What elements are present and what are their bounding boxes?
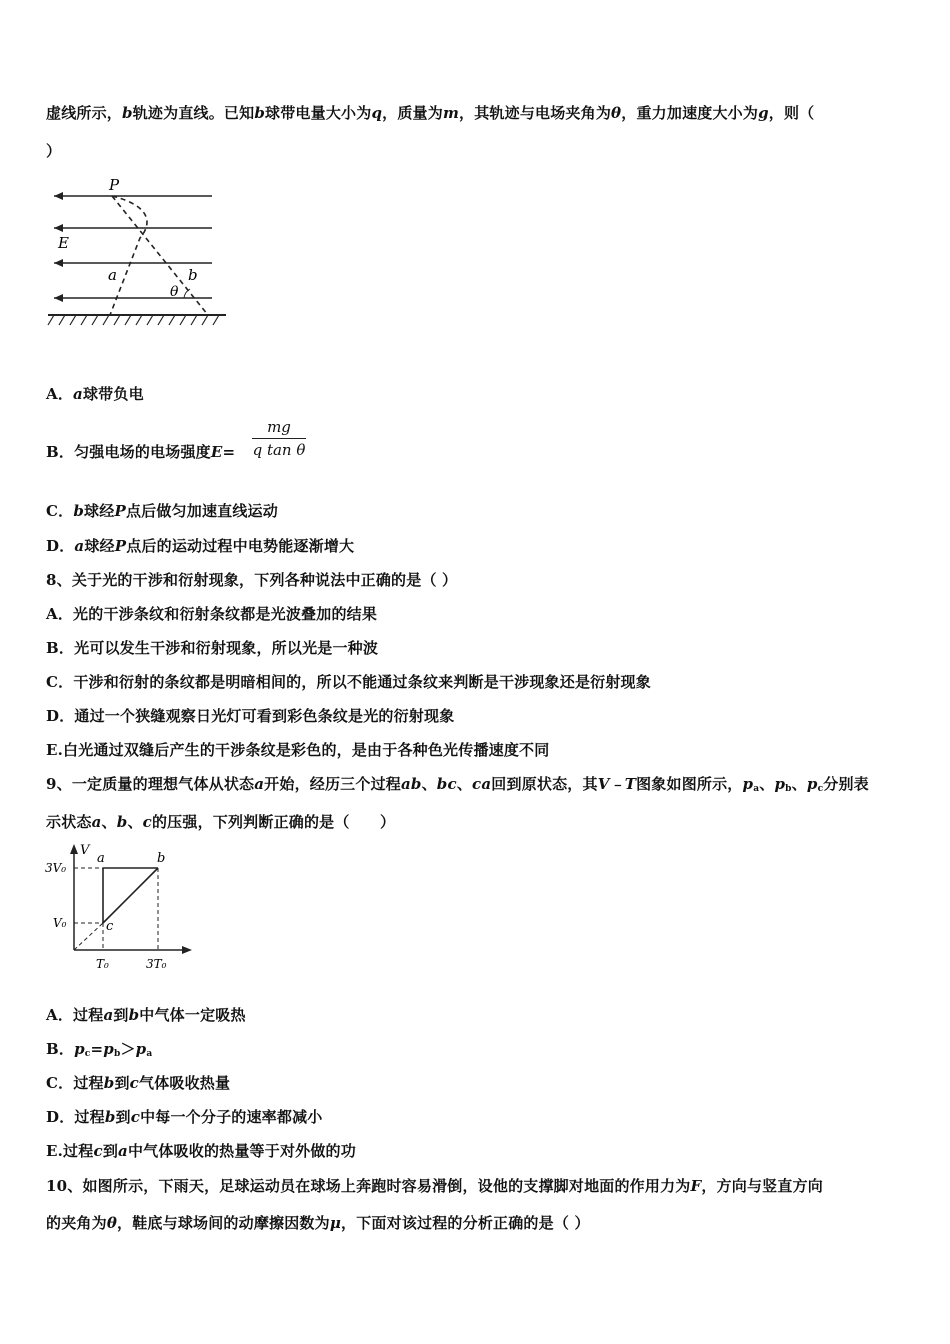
var: ca	[472, 775, 492, 793]
var-b: b	[254, 104, 266, 122]
fraction-numerator: mg	[267, 418, 291, 436]
q7-option-c	[46, 500, 278, 521]
text-seg: 回到原状态，其	[491, 775, 598, 793]
q7-option-b	[46, 441, 235, 462]
text-seg: E.过程	[46, 1142, 94, 1160]
var: bc	[436, 775, 457, 793]
q9-option-d	[46, 1106, 322, 1127]
tick-3T0: 3T₀	[146, 957, 167, 971]
q9-option-b	[46, 1038, 152, 1059]
q8-option-b: B．光可以发生干涉和衍射现象，所以光是一种波	[46, 639, 379, 657]
var: p	[806, 775, 818, 793]
q9-stem-line1	[46, 773, 869, 794]
point-a: a	[97, 851, 105, 866]
axis-V: V	[80, 843, 90, 858]
text-seg: 、	[759, 775, 775, 793]
text-seg: 虚线所示，	[46, 104, 123, 122]
text-seg: 开始，经历三个过程	[264, 775, 401, 793]
text-seg: A．过程	[46, 1006, 104, 1024]
text-seg: 的夹角为	[46, 1214, 107, 1232]
text-seg: 、	[456, 775, 473, 793]
var: b	[116, 813, 128, 831]
q9-option-e	[46, 1140, 356, 1161]
subscript: c	[817, 784, 824, 794]
q9-stem-line2	[46, 811, 395, 832]
var: b	[128, 1006, 140, 1024]
var: c	[130, 1108, 141, 1126]
text-seg: B．	[46, 1040, 75, 1058]
text-seg: 到	[102, 1142, 119, 1160]
text-seg: D．	[46, 537, 75, 555]
var-F: F	[690, 1177, 702, 1195]
text-seg: 、	[127, 813, 143, 831]
text-seg: 到	[114, 1074, 130, 1092]
subscript: b	[113, 1049, 121, 1059]
var: b	[73, 502, 85, 520]
text-seg: 、	[421, 775, 437, 793]
point-c: c	[106, 919, 114, 934]
var-theta: θ	[611, 104, 622, 122]
var: p	[103, 1040, 114, 1058]
text-seg: 分别表	[823, 775, 869, 793]
text-seg: ，则（	[768, 104, 815, 122]
text-seg: 球带负电	[82, 385, 144, 403]
var-g: g	[758, 104, 769, 122]
text-seg: 10、如图所示，下雨天，足球运动员在球场上奔跑时容易滑倒，设他的支撑脚对地面的作用力为	[46, 1177, 691, 1195]
var-theta: θ	[106, 1214, 118, 1232]
var-b: b	[122, 104, 133, 122]
text-seg: 中气体一定吸热	[139, 1006, 246, 1024]
text-seg: 中气体吸收的热量等于对外做的功	[127, 1142, 356, 1160]
q7-stem-line2: ）	[46, 142, 62, 160]
q10-stem-line1	[46, 1175, 823, 1196]
var: p	[74, 1040, 85, 1058]
q8-stem: 8、关于光的干涉和衍射现象，下列各种说法中正确的是（ ）	[46, 571, 458, 589]
var: a	[118, 1142, 128, 1160]
fraction-bar	[252, 438, 306, 439]
text-seg: 轨迹为直线。已知	[132, 104, 255, 122]
text-seg: C．过程	[46, 1074, 104, 1092]
text-seg: ，下面对该过程的分析正确的是（ ）	[341, 1214, 590, 1232]
q10-stem-line2	[46, 1212, 590, 1233]
q8-option-a: A．光的干涉条纹和衍射条纹都是光波叠加的结果	[46, 605, 378, 623]
label-P: P	[109, 176, 120, 194]
subscript: a	[753, 784, 760, 794]
q7-figure	[40, 172, 240, 332]
tick-V0: V₀	[53, 916, 67, 930]
text-seg: 的压强，下列判断正确的是（ ）	[151, 813, 396, 831]
var: b	[104, 1108, 116, 1126]
text-seg: =	[90, 1040, 104, 1058]
var: V﹣T	[597, 775, 637, 793]
text-seg: 点后做匀加速直线运动	[125, 502, 278, 520]
q9-option-a	[46, 1004, 246, 1025]
var: p	[774, 775, 786, 793]
var: P	[114, 502, 126, 520]
q7-option-a	[46, 383, 144, 404]
text-seg: A．	[46, 385, 74, 403]
text-seg: ，重力加速度大小为	[621, 104, 759, 122]
tick-T0: T₀	[96, 957, 109, 971]
text-seg: 球经	[84, 537, 115, 555]
label-a: a	[108, 266, 117, 284]
var: a	[91, 813, 102, 831]
q8-option-c: C．干涉和衍射的条纹都是明暗相间的，所以不能通过条纹来判断是干涉现象还是衍射现象	[46, 673, 651, 691]
var-q: q	[371, 104, 383, 122]
subscript: b	[785, 784, 792, 794]
text-seg: 气体吸收热量	[139, 1074, 231, 1092]
var: c	[142, 813, 152, 831]
label-E: E	[58, 234, 69, 252]
text-seg: 到	[113, 1006, 129, 1024]
q9-option-c	[46, 1072, 230, 1093]
q8-option-e: E.白光通过双缝后产生的干涉条纹是彩色的，是由于各种色光传播速度不同	[46, 741, 550, 759]
text-seg: 中每一个分子的速率都减小	[140, 1108, 323, 1126]
text-seg: ＞	[120, 1040, 136, 1058]
var: a	[74, 537, 85, 555]
var: ab	[400, 775, 422, 793]
var: p	[742, 775, 754, 793]
text-seg: ，方向与竖直方向	[701, 1177, 823, 1195]
text-seg: C．	[46, 502, 74, 520]
text-seg: ，其轨迹与电场夹角为	[459, 104, 612, 122]
subscript: c	[84, 1049, 91, 1059]
q9-figure	[40, 838, 200, 978]
q7-option-d	[46, 535, 354, 556]
label-b: b	[188, 266, 198, 284]
q8-option-d: D．通过一个狭缝观察日光灯可看到彩色条纹是光的衍射现象	[46, 707, 455, 725]
text-seg: 图象如图所示，	[636, 775, 743, 793]
q7-stem-line1	[46, 102, 814, 123]
text-seg: B．匀强电场的电场强度	[46, 443, 211, 461]
fraction-denominator: q tan θ	[252, 441, 306, 459]
text-seg: D．过程	[46, 1108, 105, 1126]
text-seg: 球带电量大小为	[265, 104, 372, 122]
tick-3V0: 3V₀	[45, 861, 67, 875]
q7-option-b-fraction	[252, 418, 306, 459]
point-b: b	[157, 851, 166, 866]
var-mu: μ	[329, 1214, 342, 1232]
text-seg: 、	[791, 775, 807, 793]
text-seg: 到	[115, 1108, 131, 1126]
text-seg: 9、一定质量的理想气体从状态	[46, 775, 255, 793]
text-seg: 点后的运动过程中电势能逐渐增大	[126, 537, 355, 555]
text-seg: =	[222, 443, 236, 461]
text-seg: ，质量为	[382, 104, 443, 122]
var: b	[103, 1074, 115, 1092]
var: a	[254, 775, 265, 793]
var: c	[93, 1142, 103, 1160]
text-seg: ，鞋底与球场间的动摩擦因数为	[117, 1214, 330, 1232]
var: P	[114, 537, 127, 555]
subscript: a	[146, 1049, 153, 1059]
text-seg: 示状态	[46, 813, 92, 831]
var: p	[135, 1040, 147, 1058]
text-seg: 球经	[84, 502, 115, 520]
var-E: E	[210, 443, 223, 461]
label-theta: θ	[170, 284, 179, 300]
var: a	[103, 1006, 114, 1024]
var: a	[73, 385, 83, 403]
var-m: m	[442, 104, 460, 122]
text-seg: 、	[101, 813, 117, 831]
var: c	[129, 1074, 139, 1092]
